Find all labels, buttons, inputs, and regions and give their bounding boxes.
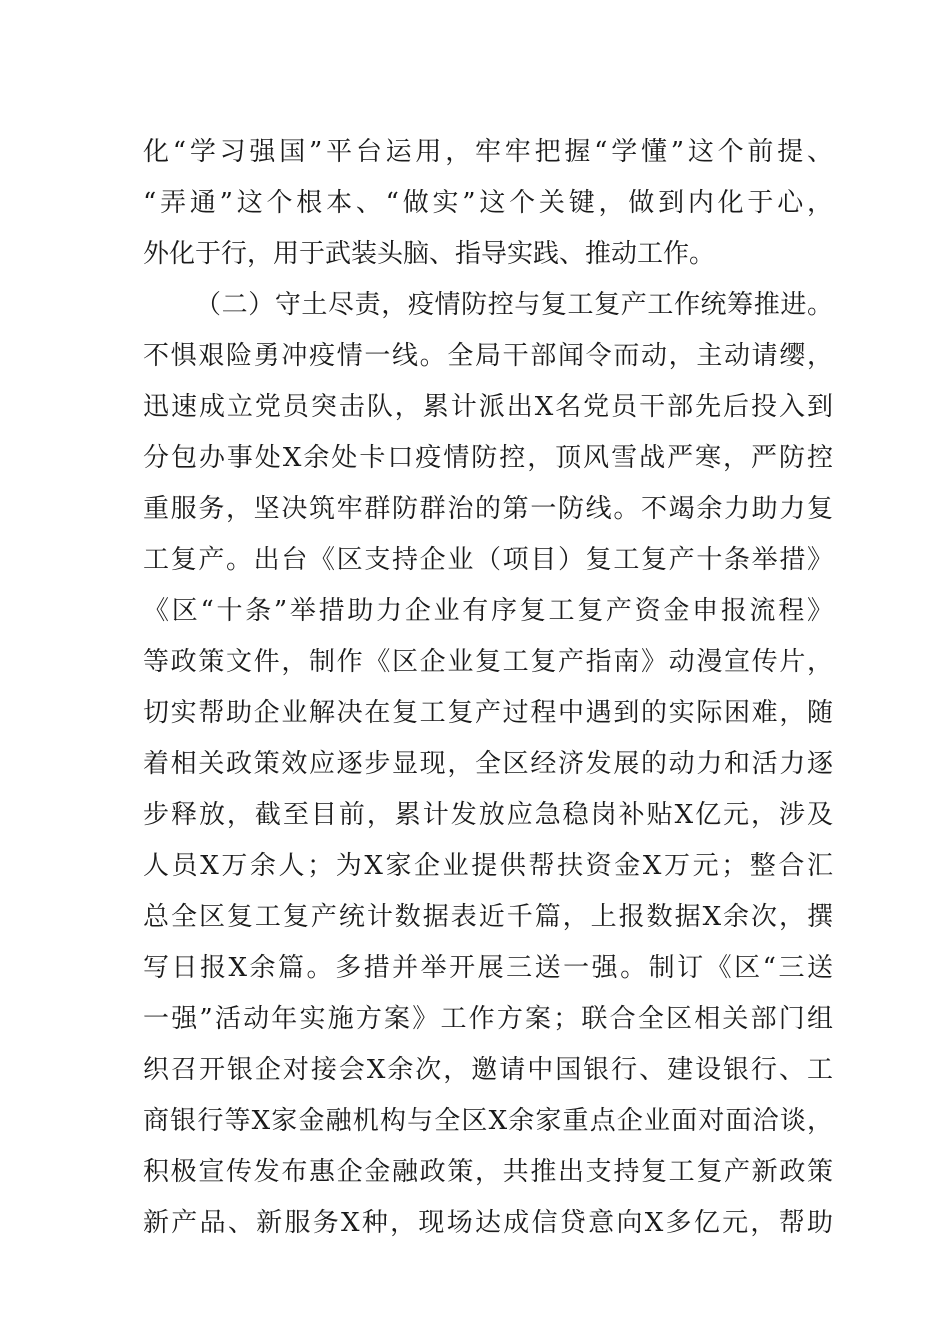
text-line: 《区“十条”举措助力企业有序复工复产资金申报流程》 [143,596,833,626]
text-line: 新产品、新服务X种，现场达成信贷意向X多亿元，帮助 [143,1208,833,1238]
text-line: 不惧艰险勇冲疫情一线。全局干部闻令而动，主动请缨， [143,341,833,371]
text-line: 积极宣传发布惠企金融政策，共推出支持复工复产新政策 [143,1157,833,1187]
text-line: 写日报X余篇。多措并举开展三送一强。制订《区“三送 [143,953,833,983]
text-line: 总全区复工复产统计数据表近千篇，上报数据X余次，撰 [143,902,833,932]
text-line: 着相关政策效应逐步显现，全区经济发展的动力和活力逐 [143,749,833,779]
text-line: 化“学习强国”平台运用，牢牢把握“学懂”这个前提、 [143,137,833,167]
text-line: 一强”活动年实施方案》工作方案；联合全区相关部门组 [143,1004,833,1034]
text-line: 工复产。出台《区支持企业（项目）复工复产十条举措》 [143,545,833,575]
section-heading-line: （二）守土尽责，疫情防控与复工复产工作统筹推进。 [195,290,833,320]
text-line: 商银行等X家金融机构与全区X余家重点企业面对面洽谈， [143,1106,833,1136]
text-line: “弄通”这个根本、“做实”这个关键，做到内化于心， [143,188,833,218]
text-line: 人员X万余人；为X家企业提供帮扶资金X万元；整合汇 [143,851,833,881]
text-line: 织召开银企对接会X余次，邀请中国银行、建设银行、工 [143,1055,833,1085]
text-line: 切实帮助企业解决在复工复产过程中遇到的实际困难，随 [143,698,833,728]
text-line: 等政策文件，制作《区企业复工复产指南》动漫宣传片， [143,647,833,677]
text-line: 步释放，截至目前，累计发放应急稳岗补贴X亿元，涉及 [143,800,833,830]
text-line: 迅速成立党员突击队，累计派出X名党员干部先后投入到 [143,392,833,422]
text-line: 重服务，坚决筑牢群防群治的第一防线。不竭余力助力复 [143,494,833,524]
text-line: 外化于行，用于武装头脑、指导实践、推动工作。 [143,239,716,269]
text-line: 分包办事处X余处卡口疫情防控，顶风雪战严寒，严防控 [143,443,833,473]
